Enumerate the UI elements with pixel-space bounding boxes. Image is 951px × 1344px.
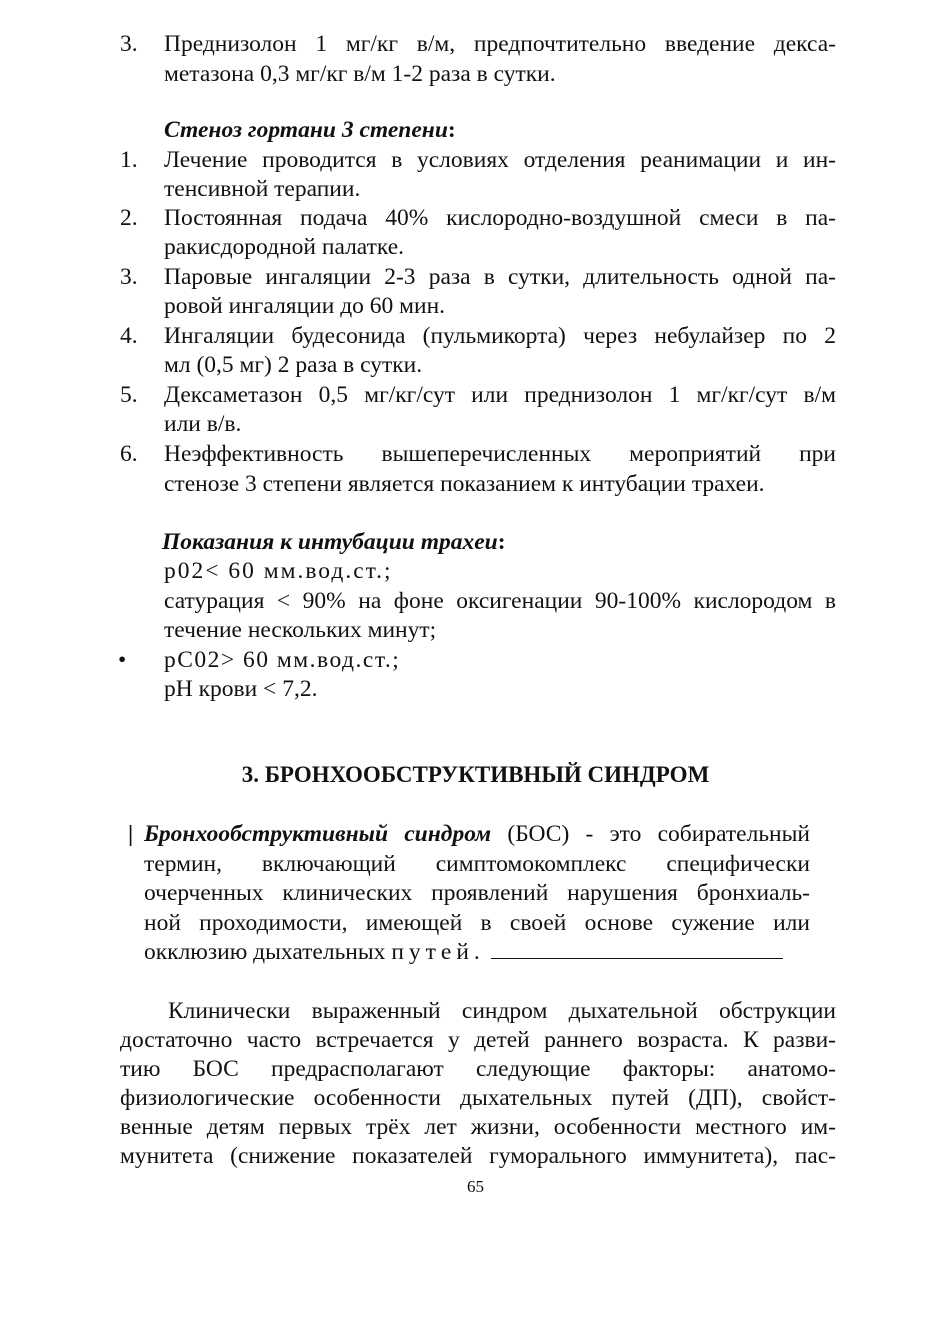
list-number: 3. <box>120 31 138 57</box>
list-text-line: Лечение проводится в условиях отделения реанимации и ин- <box>164 147 836 173</box>
bullet-icon: • <box>118 647 127 673</box>
indication-line: р02< 60 мм.вод.ст.; <box>164 558 393 584</box>
page-number: 65 <box>467 1177 484 1196</box>
paragraph-line: достаточно часто встречается у детей раннего возраста. К разви- <box>120 1027 836 1053</box>
paragraph-line: венные детям первых трёх лет жизни, особенности местного им- <box>120 1114 836 1140</box>
section-heading: Стеноз гортани 3 степени: <box>164 117 456 143</box>
definition-line: очерченных клинических проявлений нарушения бронхиаль- <box>144 880 810 906</box>
list-number: 5. <box>120 382 138 408</box>
section-heading: Показания к интубации трахеи: <box>162 529 506 555</box>
margin-bar: | <box>128 821 134 847</box>
list-text-line: Паровые ингаляции 2-3 раза в сутки, длительность одной па- <box>164 264 836 290</box>
list-text-line: Преднизолон 1 мг/кг в/м, предпочтительно введение декса- <box>164 31 836 57</box>
indication-line: рС02> 60 мм.вод.ст.; <box>164 647 401 673</box>
paragraph-line: мунитета (снижение показателей гуморального иммунитета), пас- <box>120 1143 836 1169</box>
paragraph-line: Клинически выраженный синдром дыхательной обструкции <box>168 998 836 1024</box>
body-paragraph <box>120 997 836 1171</box>
section-title: 3. БРОНХООБСТРУКТИВНЫЙ СИНДРОМ <box>241 762 710 787</box>
definition-line: ной проходимости, имеющей в своей основе сужение или <box>144 910 810 936</box>
list-number: 3. <box>120 264 138 290</box>
list-number: 6. <box>120 441 138 467</box>
indication-line: течение нескольких минут; <box>164 617 437 643</box>
list-text-line: метазона 0,3 мг/кг в/м 1-2 раза в сутки. <box>164 61 556 87</box>
list-text-line: стенозе 3 степени является показанием к интубации трахеи. <box>164 471 765 497</box>
definition-line: Бронхообструктивный синдром (БОС) - это собирательный <box>144 821 810 847</box>
list-text-line: Постоянная подача 40% кислородно-воздушной смеси в па- <box>164 205 836 231</box>
underline-rule <box>491 938 783 959</box>
list-text-line: тенсивной терапии. <box>164 176 361 202</box>
list-number: 1. <box>120 147 138 173</box>
list-number: 4. <box>120 323 138 349</box>
list-text-line: мл (0,5 мг) 2 раза в сутки. <box>164 352 423 378</box>
definition-line: окклюзию дыхательных путей. <box>144 938 810 967</box>
list-text-line: Ингаляции будесонида (пульмикорта) через небулайзер по 2 <box>164 323 836 349</box>
indication-line: сатурация < 90% на фоне оксигенации 90-100% кислородом в <box>164 588 836 614</box>
indication-line: рН крови < 7,2. <box>164 676 318 702</box>
definition-line: термин, включающий симптомокомплекс специфически <box>144 851 810 877</box>
list-text-line: или в/в. <box>164 411 242 437</box>
list-text-line: ракисдородной палатке. <box>164 234 405 260</box>
list-number: 2. <box>120 205 138 231</box>
paragraph-line: тию БОС предрасполагают следующие факторы: анатомо- <box>120 1056 836 1082</box>
definition-term: Бронхообструктивный синдром <box>144 821 492 847</box>
list-text-line: Дексаметазон 0,5 мг/кг/сут или преднизолон 1 мг/кг/сут в/м <box>164 382 836 408</box>
paragraph-line: физиологические особенности дыхательных путей (ДП), свойст- <box>120 1085 836 1111</box>
list-text-line: ровой ингаляции до 60 мин. <box>164 293 446 319</box>
list-text-line: Неэффективность вышеперечисленных мероприятий при <box>164 441 836 467</box>
